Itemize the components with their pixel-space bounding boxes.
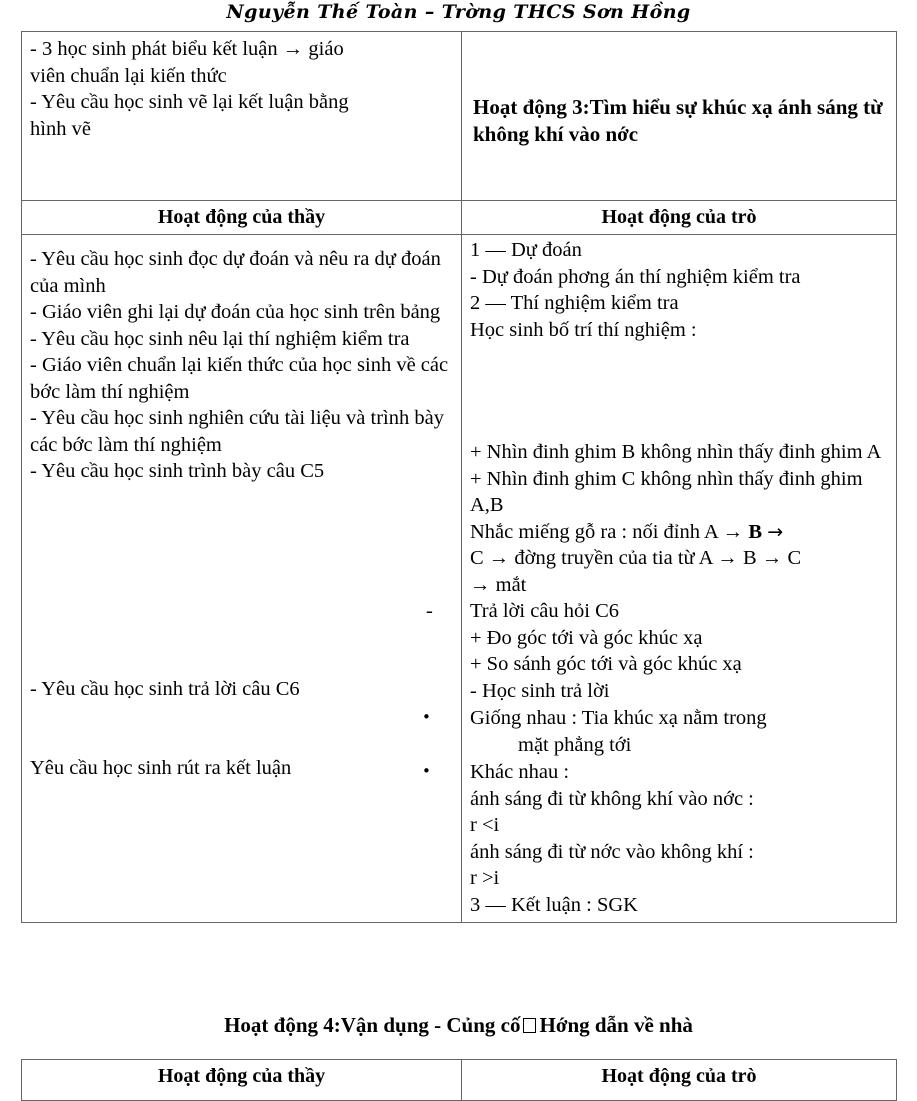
- student-item-4: Học sinh bố trí thí nghiệm :: [470, 318, 697, 341]
- chain-point-b: B: [748, 520, 763, 543]
- table-body-row: [22, 235, 897, 923]
- bullet-icon: •: [422, 762, 431, 780]
- dash-marker: -: [426, 600, 433, 622]
- student-chain-line-1: [470, 519, 890, 546]
- activity-3-heading: Hoạt động 3:Tìm hiểu sự khúc xạ ánh sáng từ không khí vào nớc: [473, 95, 883, 146]
- student-item-10: - Học sinh trả lời: [470, 679, 610, 702]
- teacher-column-blank-space: [30, 485, 455, 676]
- activity-4-heading-part-1: Hoạt động 4:Vận dụng - Củng cố: [224, 1013, 521, 1037]
- student-item-12: r <i: [470, 814, 500, 836]
- dash-marker: [0, 755, 30, 782]
- lesson-plan-table: [21, 31, 897, 923]
- student-item-11: ánh sáng đi từ không khí vào nớc :: [470, 787, 754, 810]
- row1-left-line-3: - Yêu cầu học sinh vẽ lại kết luận bằng: [30, 91, 349, 113]
- student-item-5: + Nhìn đinh ghim B không nhìn thấy đinh ghim A: [470, 441, 882, 463]
- student-bullet-2: [422, 758, 890, 786]
- teacher-item-4: - Giáo viên chuẩn lại kiến thức của học sinh về các bớc làm thí nghiệm: [30, 354, 449, 403]
- student-bullet-1-text: Giống nhau : Tia khúc xạ nằm trong: [470, 707, 767, 729]
- teacher-item-8-text: Yêu cầu học sinh rút ra kết luận: [30, 757, 292, 779]
- arrow-icon: →: [767, 520, 784, 543]
- row1-left-line-4: hình vẽ: [30, 117, 91, 140]
- row1-left-cell: [22, 32, 462, 201]
- student-item-15: 3 — Kết luận : SGK: [470, 893, 638, 916]
- running-header: Nguyễn Thế Toàn – Trờng THCS Sơn Hồng: [226, 1, 691, 23]
- student-chain-line-3: → mắt: [470, 573, 527, 596]
- teacher-item-6: - Yêu cầu học sinh trình bày câu C5: [30, 460, 325, 482]
- table-header-row: [22, 201, 897, 235]
- student-chain-line-2: C → đờng truyền của tia từ A → B → C: [470, 547, 802, 569]
- teacher-activities-cell: [22, 235, 462, 923]
- column-header-teacher-cell: [22, 201, 462, 235]
- table-header-row: [22, 1060, 897, 1101]
- experiment-figure-space: [470, 343, 890, 439]
- teacher-item-2: - Giáo viên ghi lại dự đoán của học sinh trên bảng: [30, 301, 441, 323]
- table-row: [22, 32, 897, 201]
- activity-4-heading: [0, 1012, 917, 1039]
- teacher-item-7: - Yêu cầu học sinh trả lời câu C6: [30, 677, 300, 700]
- student-bullet-1-cont: mặt phẳng tới: [518, 733, 632, 756]
- student-item-7: [426, 598, 890, 625]
- student-item-6: + Nhìn đinh ghim C không nhìn thấy đinh ghim A,B: [470, 467, 863, 516]
- student-item-13: ánh sáng đi từ nớc vào không khí :: [470, 840, 754, 863]
- column-header-student-2: Hoạt động của trò: [601, 1065, 757, 1087]
- row1-left-line-1: - 3 học sinh phát biểu kết luận → giáo: [30, 38, 344, 60]
- student-activities-cell: [422, 235, 897, 923]
- column-header-student-cell: [462, 201, 897, 235]
- student-item-3: 2 — Thí nghiệm kiểm tra: [470, 292, 679, 314]
- teacher-item-5: - Yêu cầu học sinh nghiên cứu tài liệu và trình bày các bớc làm thí nghiệm: [30, 407, 444, 456]
- row1-left-line-2: viên chuẩn lại kiến thức: [30, 64, 227, 87]
- teacher-item-8: [30, 755, 455, 782]
- column-header-teacher-2: Hoạt động của thầy: [157, 1065, 326, 1087]
- student-bullet-1: [422, 704, 890, 732]
- student-item-8: + Đo góc tới và góc khúc xạ: [470, 626, 703, 649]
- row1-right-cell: [462, 32, 897, 201]
- student-item-2: - Dự đoán phơng án thí nghiệm kiểm tra: [470, 265, 801, 288]
- student-item-9: + So sánh góc tới và góc khúc xạ: [470, 653, 742, 675]
- column-header-student: Hoạt động của trò: [601, 206, 757, 228]
- student-item-1: 1 — Dự đoán: [470, 239, 582, 261]
- column-header-teacher-cell-2: [22, 1060, 462, 1101]
- student-item-14: r >i: [470, 867, 500, 889]
- activity-4-heading-part-2: Hớng dẫn về nhà: [539, 1013, 693, 1037]
- teacher-column-blank-space-2: [30, 702, 455, 755]
- missing-glyph-box-icon: [523, 1018, 536, 1033]
- chain-text-1: Nhắc miếng gỗ ra : nối đỉnh A →: [470, 520, 744, 543]
- column-header-student-cell-2: [462, 1060, 897, 1101]
- bullet-icon: •: [422, 708, 431, 726]
- student-item-7-text: Trả lời câu hỏi C6: [470, 600, 620, 622]
- column-header-teacher: Hoạt động của thầy: [157, 206, 326, 228]
- next-lesson-plan-table: [21, 1059, 897, 1101]
- student-bullet-2-text: Khác nhau :: [470, 761, 570, 783]
- teacher-item-1: - Yêu cầu học sinh đọc dự đoán và nêu ra dự đoán của mình: [30, 248, 441, 297]
- teacher-item-3: - Yêu cầu học sinh nêu lại thí nghiệm kiểm tra: [30, 327, 410, 350]
